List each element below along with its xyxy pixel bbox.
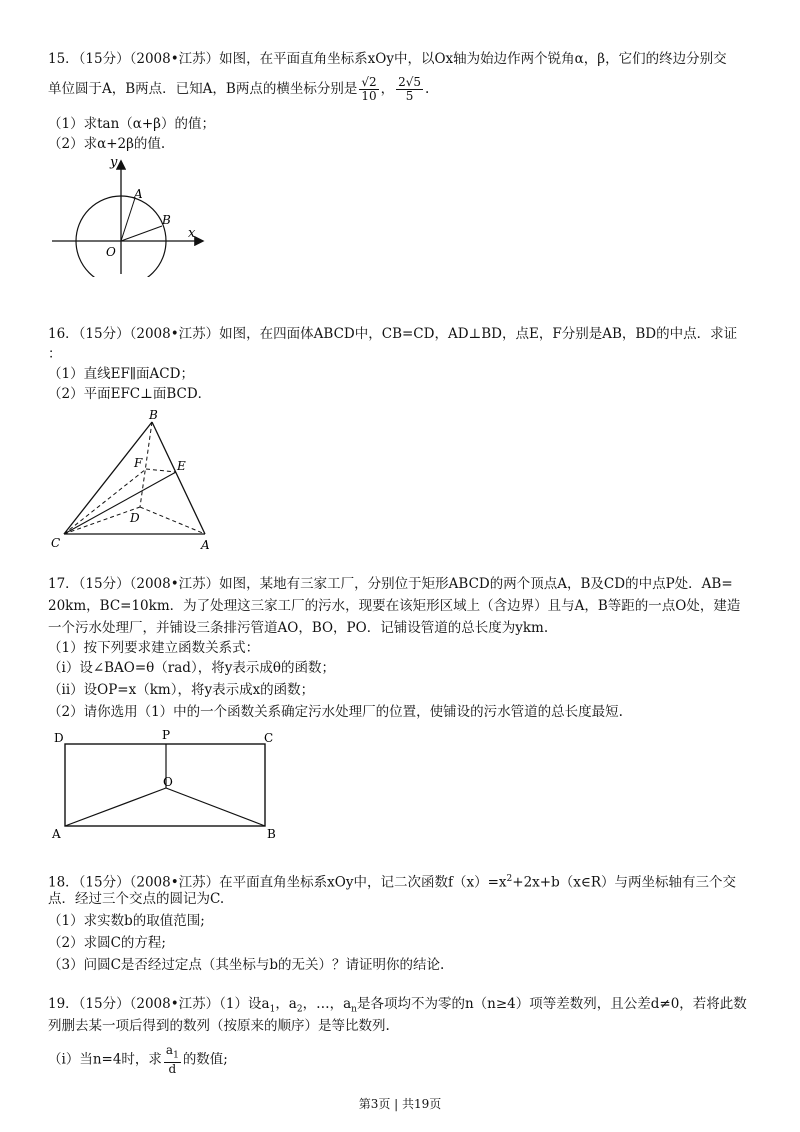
- segment-ao: [65, 788, 166, 826]
- q16-part2: （2）平面EFC⊥面BCD．: [48, 386, 212, 402]
- edge-da: [140, 507, 205, 534]
- edge-ce: [64, 472, 176, 534]
- label-f: F: [134, 456, 143, 470]
- q15-part2: （2）求α+2β的值.: [48, 136, 166, 152]
- q15-sep: ，: [380, 81, 395, 97]
- q15-line2: [48, 76, 429, 103]
- q15-line1: 15．（15分）（2008•江苏）如图，在平面直角坐标系xOy中，以Ox轴为始边作两个锐角α，β，它们的终边分别交: [48, 51, 727, 67]
- q19-line1: [48, 995, 747, 1019]
- q16-line2: ：: [48, 346, 62, 362]
- q16-tetrahedron-figure: [48, 407, 228, 552]
- q18-part2: （2）求圆C的方程;: [48, 935, 166, 951]
- q19-fraction: [164, 1044, 181, 1076]
- q19-line2: 列删去某一项后得到的数列（按原来的顺序）是等比数列.: [48, 1018, 390, 1034]
- q19-sub1: 1: [269, 1004, 276, 1015]
- q17-part1-ii: （ii）设OP=x（km），将y表示成x的函数；: [48, 682, 315, 698]
- q15-line2-text: 单位圆于A，B两点．已知A，B两点的横坐标分别是: [48, 81, 358, 97]
- q18-line2: 点．经过三个交点的圆记为C.: [48, 891, 225, 907]
- edge-ef: [146, 469, 176, 472]
- label-b: B: [162, 213, 171, 227]
- q19-sub2: 2: [296, 1004, 303, 1015]
- q15-frac2-num: 2√5: [398, 75, 422, 89]
- q15-fraction-2: [396, 76, 423, 103]
- q19-frac-den: d: [168, 1062, 177, 1077]
- q15-frac2-den: 5: [405, 89, 414, 103]
- label-a: A: [52, 827, 61, 841]
- label-c: C: [264, 731, 274, 745]
- q16-line1: 16．（15分）（2008•江苏）如图，在四面体ABCD中，CB=CD，AD⊥BD，点E，F分别是AB，BD的中点．求证: [48, 326, 738, 342]
- q19-frac-sub: 1: [173, 1050, 179, 1061]
- q19-pi-post: 的数值;: [182, 1051, 228, 1068]
- q18-line1-b: +2x+b（x∈R）与两坐标轴有三个交: [512, 874, 737, 891]
- q18-exponent: 2: [506, 874, 513, 884]
- q17-part1: （1）按下列要求建立函数关系式：: [48, 640, 260, 656]
- q17-line2: 20km，BC=10km．为了处理这三家工厂的污水，现要在该矩形区域上（含边界）且与A，B等距的一点O处，建造: [48, 598, 741, 614]
- q16-part1: （1）直线EF∥面ACD；: [48, 366, 194, 382]
- q15-fraction-1: [359, 76, 378, 103]
- label-b: B: [149, 408, 158, 422]
- q18-line1-a: 18．（15分）（2008•江苏）在平面直角坐标系xOy中，记二次函数f（x）=x: [48, 874, 507, 891]
- page-footer: 第3页 | 共19页: [358, 1097, 442, 1111]
- ray-oa: [121, 198, 135, 241]
- segment-bo: [166, 788, 265, 826]
- q19-subn: n: [351, 1004, 357, 1015]
- q19-l1c: ，…，a: [302, 996, 352, 1012]
- q15-frac1-num: √2: [361, 75, 377, 89]
- label-b: B: [267, 827, 276, 841]
- q19-l1a: 19．（15分）（2008•江苏）（1）设a: [48, 996, 270, 1012]
- label-c: C: [51, 536, 61, 550]
- q17-part1-i: （i）设∠BAO=θ（rad），将y表示成θ的函数；: [48, 660, 335, 676]
- q19-pi-pre: （i）当n=4时，求: [48, 1051, 162, 1068]
- label-x: x: [188, 226, 196, 241]
- label-a: A: [201, 538, 210, 552]
- q17-part2: （2）请你选用（1）中的一个函数关系确定污水处理厂的位置，使铺设的污水管道的总长度最短.: [48, 704, 623, 720]
- q18-part1: （1）求实数b的取值范围;: [48, 913, 205, 929]
- edge-ba: [152, 422, 205, 534]
- q15-frac1-den: 10: [361, 89, 377, 103]
- label-d: D: [130, 511, 140, 525]
- q17-line1: 17．（15分）（2008•江苏）如图，某地有三家工厂，分别位于矩形ABCD的两个顶点A，B及CD的中点P处．AB=: [48, 576, 733, 592]
- label-p: P: [162, 728, 171, 742]
- q15-part1: （1）求tan（α+β）的值；: [48, 116, 215, 132]
- q15-unit-circle-figure: [40, 152, 210, 277]
- label-d: D: [54, 731, 64, 745]
- q17-rectangle-figure: [48, 728, 288, 843]
- q19-frac-num: [164, 1044, 181, 1063]
- q18-line1: [48, 870, 736, 892]
- q19-part-i: [48, 1044, 228, 1076]
- label-y: y: [110, 155, 118, 170]
- label-o: O: [106, 245, 116, 259]
- label-a: A: [134, 187, 143, 201]
- ray-ob: [121, 226, 162, 241]
- q15-line2-end: .: [425, 81, 430, 97]
- label-e: E: [177, 459, 186, 473]
- q19-frac-a: a: [165, 1043, 174, 1057]
- q19-l1b: ，a: [275, 996, 297, 1012]
- q18-part3: （3）问圆C是否经过定点（其坐标与b的无关）？请证明你的结论.: [48, 957, 445, 973]
- label-o: O: [163, 775, 173, 789]
- q17-line3: 一个污水处理厂，并铺设三条排污管道AO，BO，PO．记铺设管道的总长度为ykm.: [48, 620, 549, 636]
- q19-l1d: 是各项均不为零的n（n≥4）项等差数列，且公差d≠0，若将此数: [356, 996, 747, 1012]
